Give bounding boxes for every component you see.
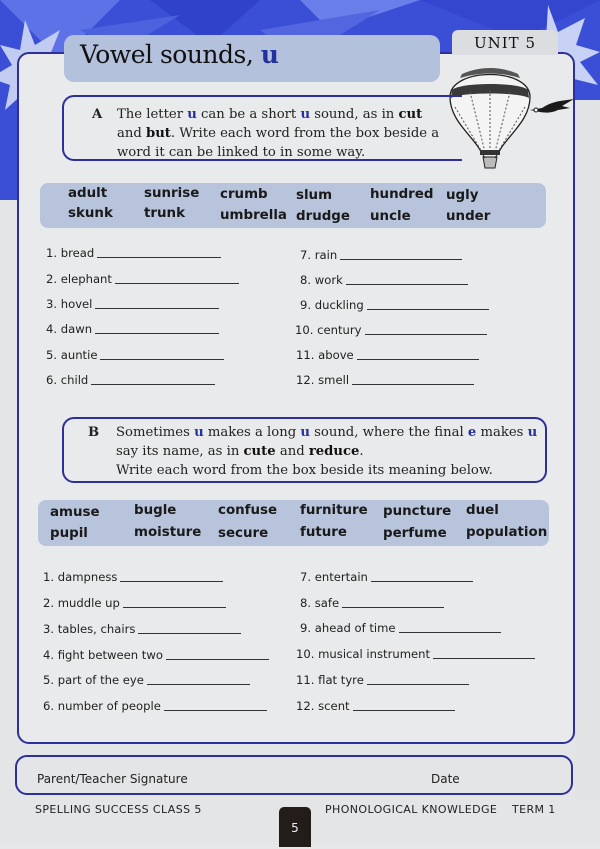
date-label: Date xyxy=(431,772,460,786)
footer-subject: PHONOLOGICAL KNOWLEDGE xyxy=(325,803,498,816)
answer-line[interactable] xyxy=(147,683,250,685)
question-a-4: 4. dawn xyxy=(46,322,219,336)
question-b-1: 1. dampness xyxy=(43,570,223,584)
answer-line[interactable] xyxy=(399,631,501,633)
answer-line[interactable] xyxy=(91,383,215,385)
answer-line[interactable] xyxy=(120,580,223,582)
question-a-7: 7. rain xyxy=(300,248,462,262)
unit-label: UNIT 5 xyxy=(452,30,558,55)
bird-icon xyxy=(530,98,575,122)
answer-line[interactable] xyxy=(115,282,239,284)
page-number: 5 xyxy=(279,807,311,847)
word-box-word: bugle xyxy=(134,503,177,518)
word-box-word: slum xyxy=(296,188,333,203)
question-b-9: 9. ahead of time xyxy=(300,621,501,635)
word-box-word: pupil xyxy=(50,526,88,541)
word-box-word: future xyxy=(300,525,347,540)
section-a-instruction xyxy=(62,95,462,161)
word-box-word: under xyxy=(446,209,491,224)
answer-line[interactable] xyxy=(346,283,468,285)
answer-line[interactable] xyxy=(138,632,241,634)
question-a-12: 12. smell xyxy=(296,373,474,387)
question-b-11: 11. flat tyre xyxy=(296,673,469,687)
answer-line[interactable] xyxy=(97,256,221,258)
question-b-4: 4. fight between two xyxy=(43,648,269,662)
question-b-7: 7. entertain xyxy=(300,570,473,584)
page-title-text: Vowel sounds, xyxy=(80,40,254,69)
word-box-word: confuse xyxy=(218,503,278,518)
answer-line[interactable] xyxy=(353,709,455,711)
word-box-word: drudge xyxy=(296,209,350,224)
question-b-2: 2. muddle up xyxy=(43,596,226,610)
answer-line[interactable] xyxy=(371,580,473,582)
page-title xyxy=(80,40,278,69)
question-a-9: 9. duckling xyxy=(300,298,489,312)
word-box-word: skunk xyxy=(68,206,113,221)
word-box-word: adult xyxy=(68,186,108,201)
question-a-10: 10. century xyxy=(295,323,487,337)
word-box-b xyxy=(38,500,549,546)
signature-box xyxy=(15,755,573,795)
word-box-word: ugly xyxy=(446,188,479,203)
word-box-word: perfume xyxy=(383,526,447,541)
answer-line[interactable] xyxy=(123,606,226,608)
question-b-10: 10. musical instrument xyxy=(296,647,535,661)
page-title-highlight: u xyxy=(260,40,279,69)
word-box-word: furniture xyxy=(300,503,368,518)
word-box-word: umbrella xyxy=(220,208,287,223)
section-a-instruction-text: The letter u can be a short u sound, as in cut and but. Write each word from the box beside a word it can be linked to in some way. xyxy=(117,107,440,160)
word-box-word: population xyxy=(466,525,548,540)
answer-line[interactable] xyxy=(367,683,469,685)
answer-line[interactable] xyxy=(166,658,269,660)
question-b-8: 8. safe xyxy=(300,596,444,610)
question-b-3: 3. tables, chairs xyxy=(43,622,241,636)
answer-line[interactable] xyxy=(95,307,219,309)
section-b-letter: B xyxy=(88,425,100,440)
word-box-word: moisture xyxy=(134,525,202,540)
answer-line[interactable] xyxy=(164,709,267,711)
question-a-2: 2. elephant xyxy=(46,272,239,286)
signature-label: Parent/Teacher Signature xyxy=(37,772,188,786)
word-box-word: hundred xyxy=(370,187,434,202)
word-box-word: crumb xyxy=(220,187,268,202)
page-margin-right xyxy=(575,100,600,800)
question-b-12: 12. scent xyxy=(296,699,455,713)
section-a-letter: A xyxy=(92,107,103,122)
section-b-instruction xyxy=(62,417,547,483)
word-box-word: uncle xyxy=(370,209,411,224)
question-b-6: 6. number of people xyxy=(43,699,267,713)
answer-line[interactable] xyxy=(367,308,489,310)
answer-line[interactable] xyxy=(365,333,487,335)
question-b-5: 5. part of the eye xyxy=(43,673,250,687)
answer-line[interactable] xyxy=(433,657,535,659)
answer-line[interactable] xyxy=(352,383,474,385)
answer-line[interactable] xyxy=(340,258,462,260)
word-box-word: trunk xyxy=(144,206,185,221)
question-a-1: 1. bread xyxy=(46,246,221,260)
answer-line[interactable] xyxy=(342,606,444,608)
question-a-5: 5. auntie xyxy=(46,348,224,362)
word-box-word: puncture xyxy=(383,504,452,519)
answer-line[interactable] xyxy=(357,358,479,360)
question-a-8: 8. work xyxy=(300,273,468,287)
section-b-instruction-text: Sometimes u makes a long u sound, where the final e makes u say its name, as in cute and reduce. Write each word from the box beside its meaning below. xyxy=(116,425,538,478)
question-a-11: 11. above xyxy=(296,348,479,362)
footer-term: TERM 1 xyxy=(512,803,556,816)
word-box-a xyxy=(40,183,546,228)
word-box-word: secure xyxy=(218,526,269,541)
word-box-word: amuse xyxy=(50,505,100,520)
question-a-3: 3. hovel xyxy=(46,297,219,311)
answer-line[interactable] xyxy=(100,358,224,360)
word-box-word: sunrise xyxy=(144,186,200,201)
question-a-6: 6. child xyxy=(46,373,215,387)
word-box-word: duel xyxy=(466,503,499,518)
answer-line[interactable] xyxy=(95,332,219,334)
footer-book-title: SPELLING SUCCESS CLASS 5 xyxy=(35,803,202,816)
